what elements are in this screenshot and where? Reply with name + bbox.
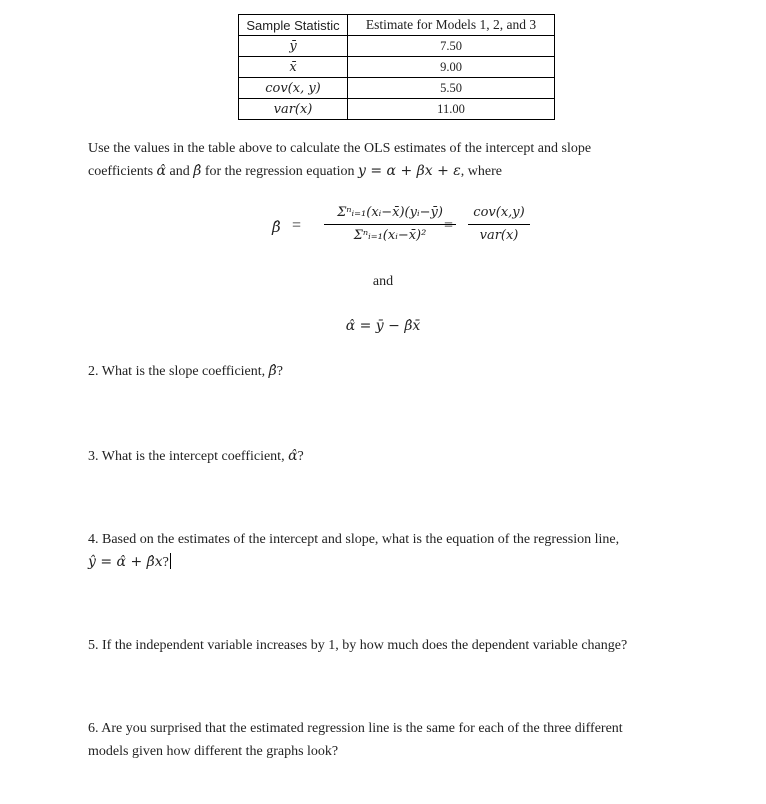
question-6-line-2: models given how different the graphs look? [88,744,339,759]
question-4-line-1: 4. Based on the estimates of the intercept and slope, what is the equation of the regression line, [88,532,620,547]
stat-var: var(x) [239,99,348,120]
beta-formula [272,203,532,249]
stat-y-bar: ȳ [239,36,348,57]
cov-var-fraction [464,203,534,246]
question-2-symbol: β̂ [268,363,277,379]
stat-cov: cov(x, y) [239,78,348,99]
intro-text-c: , where [460,164,502,179]
table-row [239,57,555,78]
table-row [239,36,555,57]
stat-x-bar: x̄ [239,57,348,78]
value-cov: 5.50 [348,78,555,99]
regression-line-equation: ŷ = α̂ + β̂x [88,554,163,570]
question-6 [88,717,688,763]
question-2-end: ? [276,364,283,379]
cov-numerator: cov(x,y) [473,205,525,220]
question-2-text: 2. What is the slope coefficient, [88,364,269,379]
intro-paragraph [88,137,688,183]
alpha-formula: α̂ = ȳ − β̂x̄ [345,318,421,334]
value-x-bar: 9.00 [348,57,555,78]
question-3 [88,445,688,468]
sum-denominator: Σⁿᵢ₌₁(xᵢ−x̄)² [353,228,427,243]
value-var: 11.00 [348,99,555,120]
intro-line-2 [88,160,688,183]
question-6-line-1: 6. Are you surprised that the estimated regression line is the same for each of the three different [88,721,623,736]
question-2 [88,360,688,383]
var-denominator: var(x) [479,228,519,243]
question-4-end: ? [162,555,169,570]
question-3-symbol: α̂ [288,448,298,464]
question-3-text: 3. What is the intercept coefficient, [88,449,289,464]
regression-equation: y = α + βx + ε [358,163,461,179]
sum-fraction [320,203,460,246]
value-y-bar: 7.50 [348,36,555,57]
intro-and: and [166,164,194,179]
text-cursor [170,553,171,569]
question-5: 5. If the independent variable increases by 1, by how much does the dependent variable change? [88,638,628,653]
table-header-row [239,15,555,36]
beta-formula-lhs: β̂ [272,218,281,236]
alpha-hat-symbol: α̂ [156,163,167,179]
beta-formula-equals-1: = [292,217,302,234]
intro-line-1: Use the values in the table above to calculate the OLS estimates of the intercept and slope [88,141,592,156]
sum-numerator: Σⁿᵢ₌₁(xᵢ−x̄)(yᵢ−ȳ) [337,205,443,220]
table-row [239,99,555,120]
header-sample-statistic: Sample Statistic [239,15,348,36]
intro-text-b: for the regression equation [201,164,359,179]
beta-hat-symbol: β̂ [193,163,202,179]
beta-formula-equals-2: = [444,217,454,234]
table-row [239,78,555,99]
fraction-bar [324,224,456,225]
question-3-end: ? [297,449,304,464]
statistics-table [238,14,555,120]
and-text: and [372,274,394,289]
question-4 [88,528,688,574]
question-4-line-2[interactable] [88,551,688,574]
header-estimate: Estimate for Models 1, 2, and 3 [348,15,555,36]
intro-text-a: coefficients [88,164,157,179]
fraction-bar [468,224,530,225]
